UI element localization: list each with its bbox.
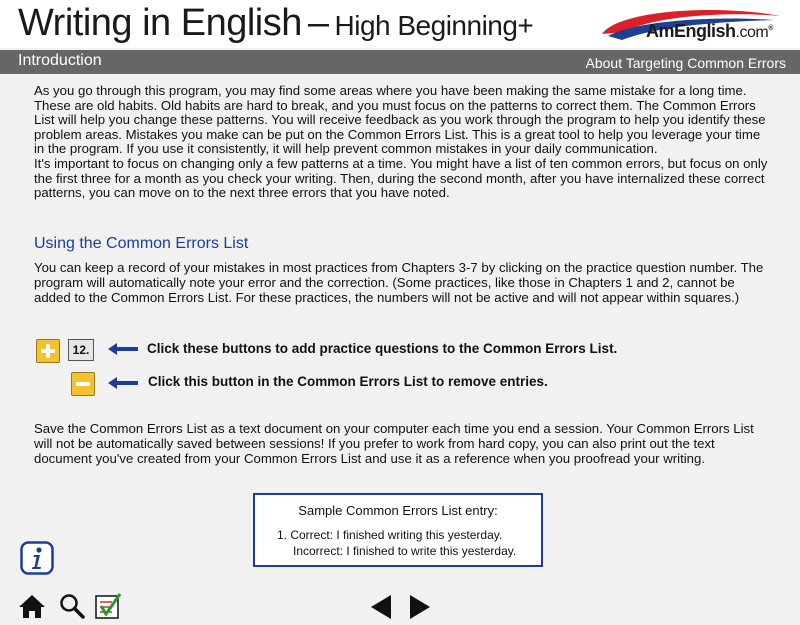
logo-text [646, 21, 773, 42]
usage-paragraph: You can keep a record of your mistakes in most practices from Chapters 3-7 by clicking on the practice question number. The program will automatically note your error and the correction. (Some practices, like those in Chapters 1 and 2, cannot be added to the Common Errors List. For these practices, the numbers will not be active and will not appear within squares.) [34, 260, 764, 305]
save-paragraph: Save the Common Errors List as a text document on your computer each time you end a session. Your Common Errors List will not be automatically saved between sessions! If you prefer to work from hard copy, you can also print out the text document you've created from your Common Errors List and use it as a reference when you proofread your writing. [34, 421, 754, 466]
previous-arrow-icon[interactable] [369, 594, 393, 620]
logo-trademark: ® [768, 25, 773, 32]
amenglish-logo [598, 6, 788, 46]
arrow-left-icon [108, 343, 138, 355]
remove-caption: Click this button in the Common Errors List to remove entries. [148, 374, 548, 389]
sample-title: Sample Common Errors List entry: [298, 503, 498, 518]
checklist-icon[interactable] [94, 592, 122, 620]
logo-suffix: .com [735, 24, 769, 41]
header [0, 0, 800, 48]
sample-correct-line: 1. Correct: I finished writing this yesterday. [277, 528, 503, 542]
title-level: High Beginning+ [334, 10, 534, 41]
section-title: Introduction [18, 52, 102, 69]
sample-incorrect-line: Incorrect: I finished to write this yesterday. [293, 544, 517, 558]
page-title [18, 2, 533, 45]
topic-title: About Targeting Common Errors [585, 55, 786, 71]
info-icon[interactable] [20, 541, 54, 575]
add-caption: Click these buttons to add practice questions to the Common Errors List. [147, 341, 618, 356]
section-heading: Using the Common Errors List [34, 235, 249, 252]
plus-icon [36, 339, 60, 363]
intro-paragraph-1: As you go through this program, you may find some areas where you have been making the same mistake for a long time. These are old habits. Old habits are hard to break, and you must focus on the patterns to correct them. The Common Errors List will help you change these patterns. You will receive feedback as you work through the program to help you identify these problem areas. Mistakes you make can be put on the Common Errors List. This is a great tool to help you leverage your time in the program. If you use it consistently, it will help prevent common mistakes in your daily communication. [34, 83, 766, 157]
home-icon[interactable] [18, 592, 46, 620]
question-number-button: 12. [68, 339, 94, 361]
logo-name: AmEnglish [646, 21, 736, 41]
minus-icon [71, 372, 95, 396]
intro-paragraph-2: It's important to focus on changing only a few patterns at a time. You might have a list of ten common errors, but focus on only the first three for a month as you check your writing. Then, during the second month, after you have internalized these correct patterns, you can move on to the next three errors that you have noted. [34, 155, 768, 201]
search-icon[interactable] [58, 592, 86, 620]
section-bar [0, 50, 800, 74]
next-arrow-icon[interactable] [408, 594, 432, 620]
title-text: Writing in English [18, 2, 302, 44]
title-separator: – [307, 2, 329, 44]
arrow-left-icon [108, 377, 138, 389]
sample-entry-box [253, 493, 543, 567]
intro-text [34, 84, 774, 201]
